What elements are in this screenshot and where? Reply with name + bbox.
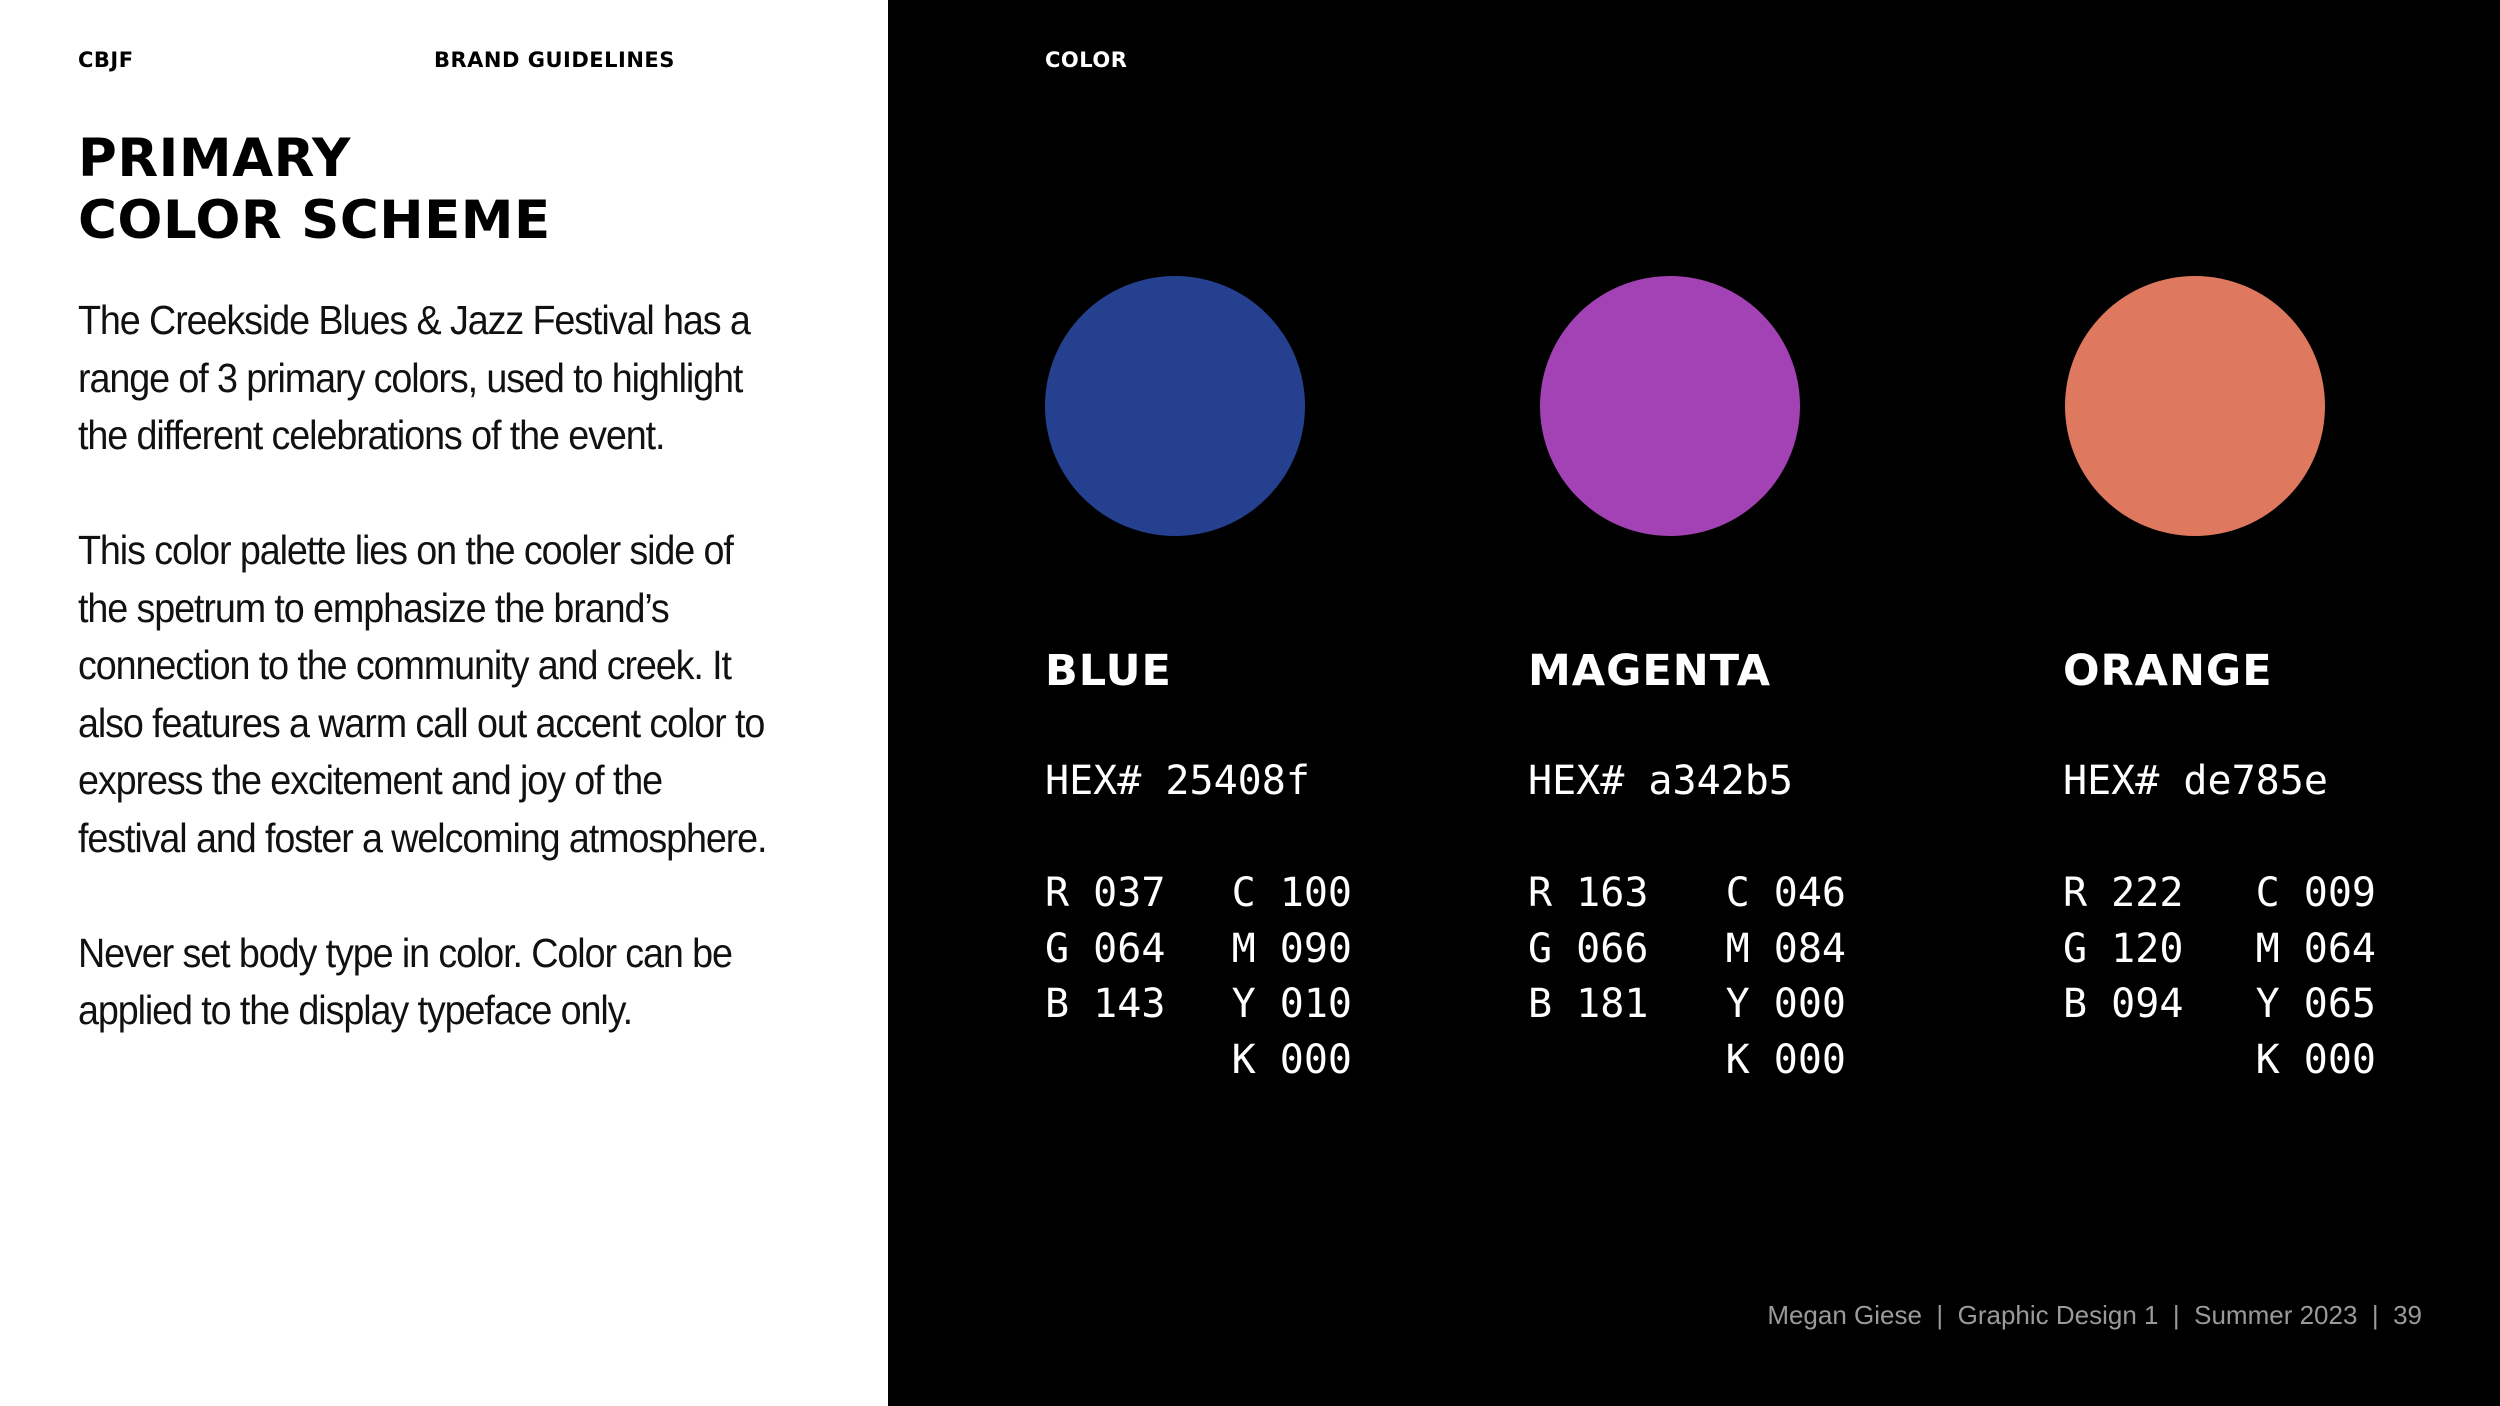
orange-c-value: C 009: [2255, 870, 2376, 916]
page-title: [78, 128, 551, 252]
magenta-cmyk-values: [1722, 866, 1846, 1088]
blue-g-value: G 064: [1045, 925, 1166, 972]
blue-r-value: R 037: [1045, 870, 1166, 916]
document-title: BRAND GUIDELINES: [434, 48, 675, 72]
body-paragraph-2: This color palette lies on the cooler side of the spetrum to emphasize the brand’s connection to the community and creek. It also features a warm call out accent color to express the excitement and joy of the festival and foster a welcoming atmosphere.: [78, 527, 767, 861]
body-copy: [78, 292, 777, 1097]
magenta-g-value: G 066: [1528, 925, 1649, 972]
blue-k-value: K 000: [1231, 1036, 1352, 1083]
blue-c-value: C 100: [1231, 870, 1352, 916]
blue-color-name: BLUE: [1045, 646, 1172, 696]
orange-cmyk-values: [2252, 866, 2376, 1088]
section-label: COLOR: [1045, 48, 1128, 72]
orange-y-value: Y 065: [2255, 981, 2376, 1027]
blue-y-value: Y 010: [1231, 981, 1352, 1027]
magenta-swatch: [1540, 276, 1800, 536]
right-panel: [888, 0, 2500, 1406]
magenta-r-value: R 163: [1528, 870, 1649, 916]
blue-swatch: [1045, 276, 1305, 536]
orange-m-value: M 064: [2255, 925, 2376, 972]
footer-credits: Megan Giese | Graphic Design 1 | Summer 2023 | 39: [1767, 1300, 2422, 1330]
magenta-rgb-values: [1528, 866, 1648, 1033]
magenta-b-value: B 181: [1528, 981, 1649, 1027]
blue-b-value: B 143: [1045, 981, 1166, 1027]
magenta-k-value: K 000: [1725, 1036, 1846, 1083]
magenta-color-name: MAGENTA: [1528, 646, 1771, 696]
blue-m-value: M 090: [1231, 925, 1352, 972]
magenta-m-value: M 084: [1725, 925, 1846, 972]
orange-b-value: B 094: [2063, 981, 2184, 1027]
orange-rgb-values: [2063, 866, 2183, 1033]
magenta-hex-value: HEX# a342b5: [1528, 758, 1793, 804]
orange-swatch: [2065, 276, 2325, 536]
magenta-c-value: C 046: [1725, 870, 1846, 916]
page-title-line-1: PRIMARY: [78, 128, 351, 189]
body-paragraph-1: The Creekside Blues & Jazz Festival has a range of 3 primary colors, used to highlight the different celebrations of the event.: [78, 297, 750, 458]
blue-cmyk-values: [1228, 866, 1352, 1088]
orange-hex-value: HEX# de785e: [2063, 758, 2328, 804]
blue-rgb-values: [1045, 866, 1165, 1033]
orange-k-value: K 000: [2255, 1036, 2376, 1083]
body-paragraph-3: Never set body type in color. Color can be applied to the display typeface only.: [78, 929, 732, 1033]
orange-color-name: ORANGE: [2063, 646, 2273, 696]
blue-hex-value: HEX# 25408f: [1045, 758, 1310, 804]
orange-g-value: G 120: [2063, 925, 2184, 972]
orange-r-value: R 222: [2063, 870, 2184, 916]
page-title-line-2: COLOR SCHEME: [78, 190, 551, 251]
brand-code: CBJF: [78, 48, 134, 72]
left-panel: [0, 0, 888, 1406]
magenta-y-value: Y 000: [1725, 981, 1846, 1027]
